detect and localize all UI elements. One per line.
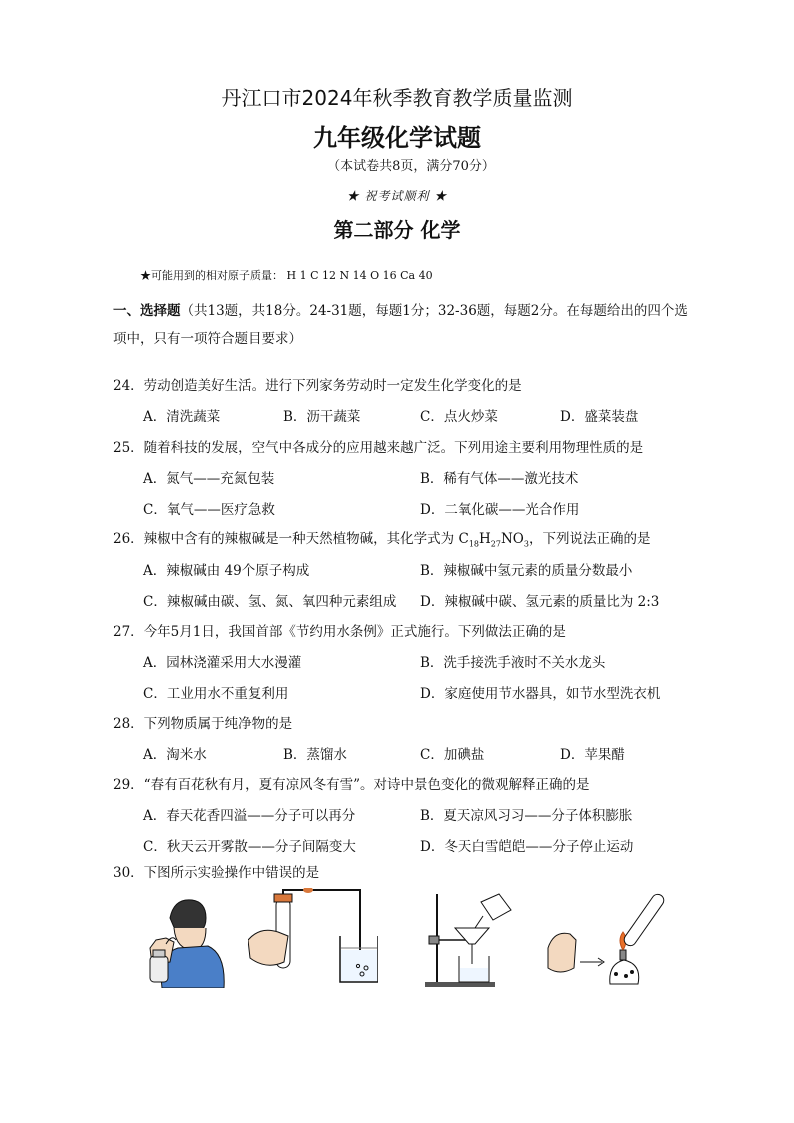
- q25-option-b: B．稀有气体——激光技术: [420, 471, 579, 487]
- q24-option-c: C．点火炒菜: [420, 409, 498, 425]
- q26-option-a: A．辣椒碱由 49个原子构成: [143, 563, 310, 579]
- question-28: 28．下列物质属于纯净物的是: [113, 716, 293, 732]
- q25-option-d: D．二氧化碳——光合作用: [420, 502, 580, 518]
- q27-option-a: A．园林浇灌采用大水漫灌: [143, 655, 302, 671]
- alcohol-lamp-figure: [540, 888, 700, 988]
- q27-option-d: D．家庭使用节水器具，如节水型洗衣机: [420, 686, 661, 702]
- question-30: 30．下图所示实验操作中错误的是: [113, 865, 320, 881]
- q28-option-a: A．淘米水: [143, 747, 207, 763]
- question-25: 25．随着科技的发展，空气中各成分的应用越来越广泛。下列用途主要利用物理性质的是: [113, 440, 644, 456]
- question-27: 27．今年5月1日，我国首部《节约用水条例》正式施行。下列做法正确的是: [113, 624, 566, 640]
- q24-option-d: D．盛菜装盘: [560, 409, 639, 425]
- q24-option-a: A．清洗蔬菜: [143, 409, 221, 425]
- filtration-figure: [415, 888, 525, 988]
- q29-option-a: A．春天花香四溢——分子可以再分: [143, 808, 356, 824]
- paper-note: （本试卷共8页，满分70分）: [327, 159, 495, 174]
- q29-option-b: B．夏天凉风习习——分子体积膨胀: [420, 808, 633, 824]
- question-26: 26．辣椒中含有的辣椒碱是一种天然植物碱，其化学式为 $C_{18}H_{27}NO_3$，下列说法正确的是: [113, 531, 651, 549]
- q29-option-c: C．秋天云开雾散——分子间隔变大: [143, 839, 356, 855]
- q26-option-b: B．辣椒碱中氢元素的质量分数最小: [420, 563, 633, 579]
- good-luck-line: ★ 祝考试顺利 ★: [346, 189, 448, 203]
- q26-option-c: C．辣椒碱由碳、氢、氮、氧四种元素组成: [143, 594, 397, 610]
- q27-option-b: B．洗手接洗手液时不关水龙头: [420, 655, 606, 671]
- q29-option-d: D．冬天白雪皑皑——分子停止运动: [420, 839, 634, 855]
- q25-option-a: A．氮气——充氮包装: [143, 471, 275, 487]
- exam-title: 丹江口市2024年秋季教育教学质量监测: [221, 86, 573, 110]
- section-heading: 一、选择题: [113, 303, 181, 319]
- subject-title: 九年级化学试题: [313, 124, 481, 152]
- q25-option-c: C．氧气——医疗急救: [143, 502, 275, 518]
- experiment-figures: [140, 888, 700, 998]
- atomic-masses: ★可能用到的相对原子质量： H 1 C 12 N 14 O 16 Ca 40: [140, 269, 433, 282]
- section-instructions: （共13题，共18分。24-31题，每题1分；32-36题，每题2分。在每题给出的四个选项中，只有一项符合题目要求）: [113, 303, 688, 347]
- section-intro: [113, 297, 688, 353]
- q28-option-c: C．加碘盐: [420, 747, 485, 763]
- airtightness-check-figure: [248, 888, 378, 988]
- q24-option-b: B．沥干蔬菜: [283, 409, 361, 425]
- q26-option-d: D．辣椒碱中碳、氢元素的质量比为 2:3: [420, 594, 660, 610]
- part-title: 第二部分 化学: [333, 218, 461, 242]
- question-24: 24．劳动创造美好生活。进行下列家务劳动时一定发生化学变化的是: [113, 378, 522, 394]
- q28-option-d: D．苹果醋: [560, 747, 625, 763]
- person-smelling-bottle-figure: [140, 888, 230, 988]
- question-29: 29．“春有百花秋有月，夏有凉风冬有雪”。对诗中景色变化的微观解释正确的是: [113, 777, 590, 793]
- q28-option-b: B．蒸馏水: [283, 747, 347, 763]
- q27-option-c: C．工业用水不重复利用: [143, 686, 289, 702]
